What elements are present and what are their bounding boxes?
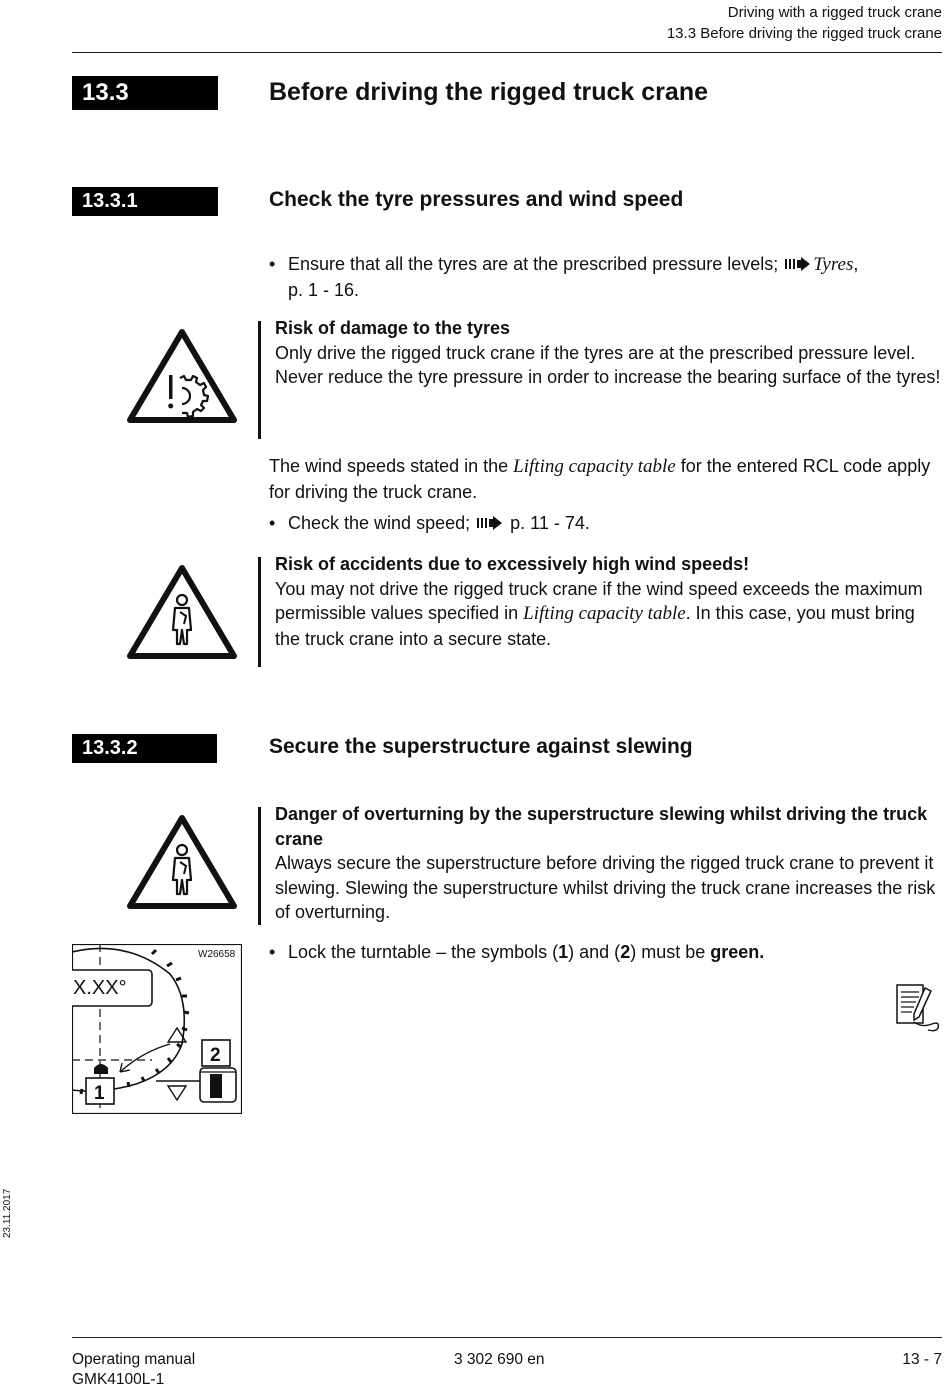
tyre-warning-icon (124, 326, 240, 426)
figure-angle: X.XX° (73, 977, 127, 999)
warning-bar-3 (258, 807, 261, 925)
figure-label-2: 2 (210, 1045, 221, 1066)
bullet-wind: • Check the wind speed; p. 11 - 74. (269, 511, 941, 536)
header-rule (72, 52, 942, 53)
person-overturning-warning-icon (124, 812, 240, 912)
running-header-section: 13.3 Before driving the rigged truck crane (666, 25, 942, 42)
link-tyres-page[interactable]: p. 1 - 16. (288, 279, 360, 300)
warning-bar-1 (258, 321, 261, 439)
warning-overturning: Danger of overturning by the superstructure slewing whilst driving the truck crane Always secure the superstructure before driving the rigged truck crane to prevent it slewing. Slewing the superstructure whilst driving the truck crane increases the risk of overturning. (275, 802, 943, 925)
running-header (667, 2, 942, 44)
warning-overturning-title: Danger of overturning by the superstructure slewing whilst driving the truck crane (275, 804, 928, 849)
figure-code: W26658 (198, 949, 236, 960)
footer-model: GMK4100L-1 (72, 1371, 165, 1384)
warning-wind-title: Risk of accidents due to excessively high wind speeds! (275, 554, 750, 574)
link-tyres[interactable]: Tyres (813, 254, 854, 275)
person-wind-warning-icon (124, 562, 240, 662)
warning-tyres-title: Risk of damage to the tyres (275, 318, 511, 338)
running-header-chapter: Driving with a rigged truck crane (727, 4, 942, 21)
warning-tyres: Risk of damage to the tyres Only drive the rigged truck crane if the tyres are at the prescribed pressure level. Never reduce the tyre pressure in order to increase the bearing surface of the tyres! (275, 316, 943, 390)
subsection-title-1: Check the tyre pressures and wind speed (269, 188, 684, 211)
section-number: 13.3 (72, 76, 218, 110)
bullet-tyres: • Ensure that all the tyres are at the prescribed pressure levels; Tyres, p. 1 - 16. (269, 252, 941, 302)
bullet-lock-turntable: • Lock the turntable – the symbols (1) and (2) must be green. (269, 940, 941, 965)
section-title: Before driving the rigged truck crane (269, 78, 708, 106)
arrow-reference-icon (477, 516, 503, 530)
warning-bar-2 (258, 557, 261, 667)
footer-rule (72, 1337, 942, 1338)
link-wind-page[interactable]: p. 11 - 74. (510, 513, 590, 533)
warning-wind: Risk of accidents due to excessively high wind speeds! You may not drive the rigged truck crane if the wind speed exceeds the maximum permissible values specified in Lifting capacity table. In this case, you must bring the truck crane into a secure state. (275, 552, 943, 651)
subsection-title-2: Secure the superstructure against slewing (269, 735, 693, 758)
wind-paragraph: The wind speeds stated in the Lifting capacity table for the entered RCL code apply for driving the truck crane. (269, 456, 931, 502)
link-lifting-capacity-table-2[interactable]: Lifting capacity table (523, 603, 686, 624)
print-date: 23.11.2017 (2, 1188, 13, 1238)
subsection-number-2: 13.3.2 (72, 734, 217, 763)
figure-label-1: 1 (94, 1083, 105, 1104)
link-lifting-capacity-table[interactable]: Lifting capacity table (513, 456, 676, 477)
turntable-lock-figure (72, 944, 242, 1114)
footer-docnum: 3 302 690 en (454, 1351, 545, 1368)
footer-page-number: 13 - 7 (902, 1351, 942, 1368)
manual-note-icon (894, 982, 942, 1032)
subsection-number-1: 13.3.1 (72, 187, 218, 216)
footer-manual: Operating manual GMK4100L-1 (72, 1350, 195, 1384)
arrow-reference-icon (785, 257, 811, 271)
